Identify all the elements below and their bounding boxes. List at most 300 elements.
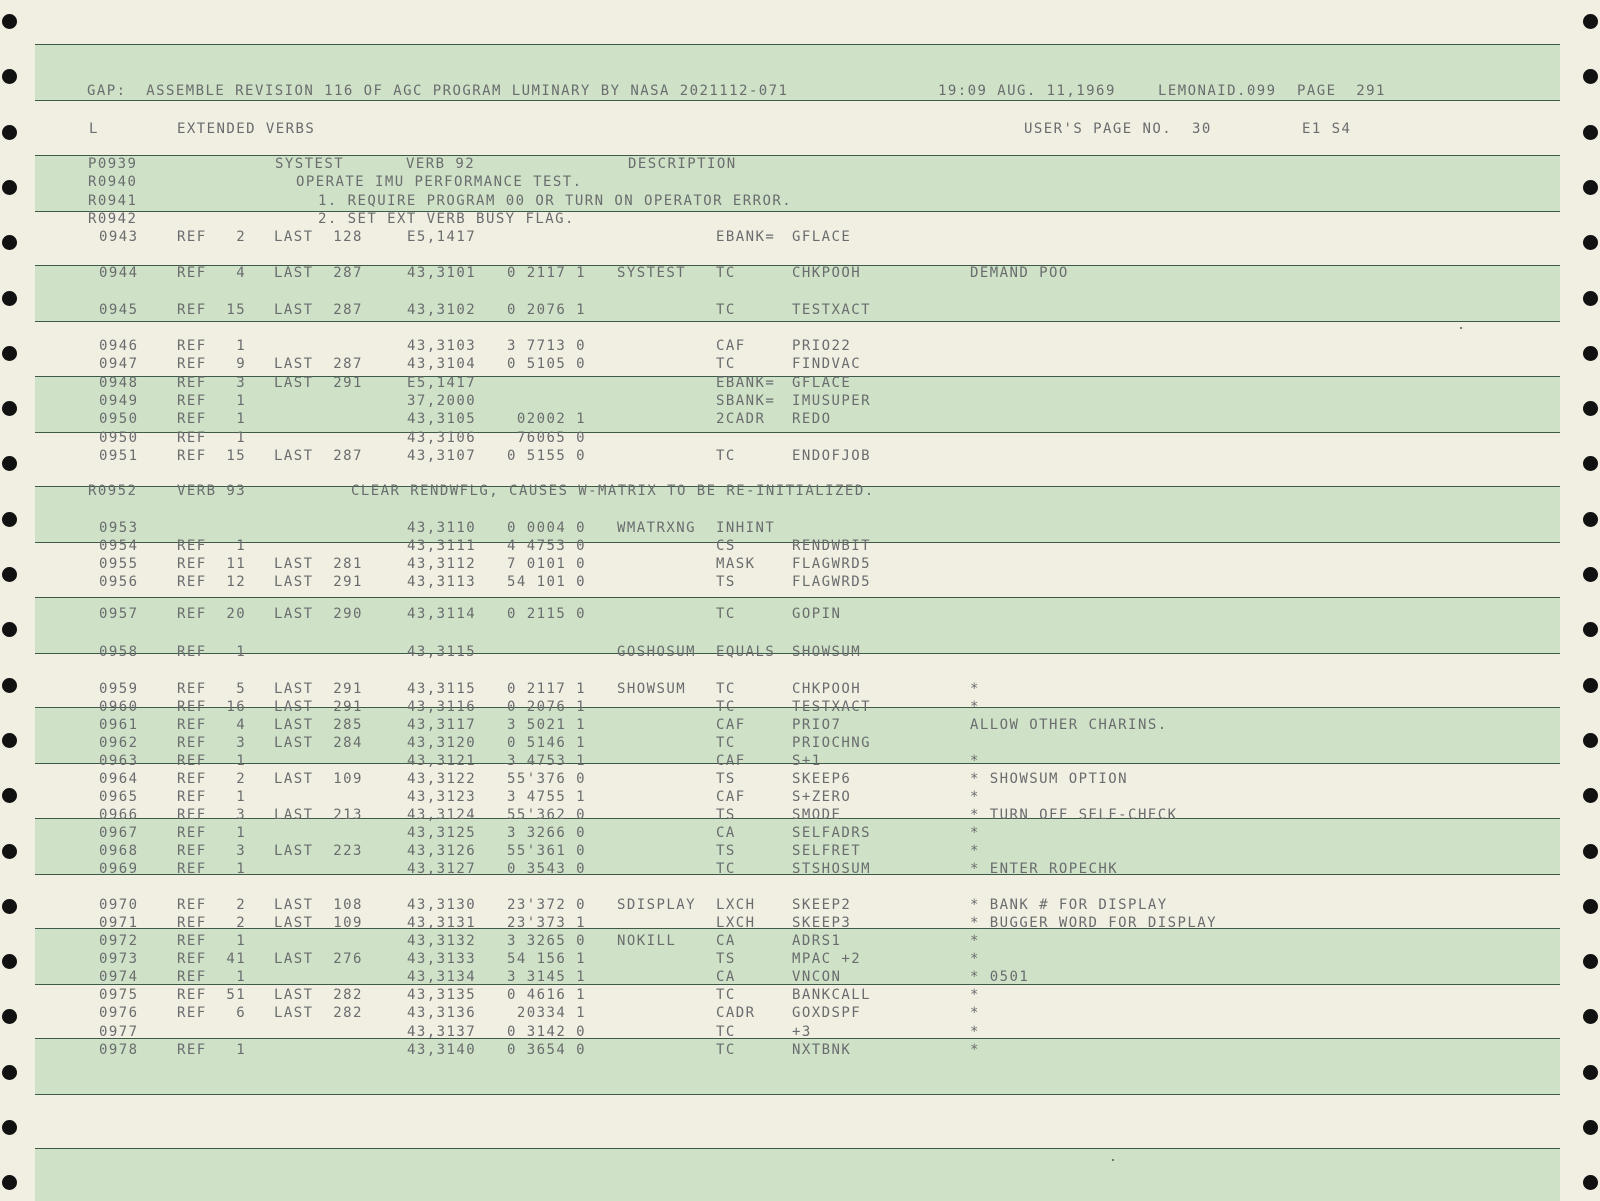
listing-op: TC — [716, 987, 736, 1003]
listing-op: TC — [716, 448, 736, 464]
listing-op: TS — [716, 807, 736, 823]
listing-comment: * — [970, 681, 980, 697]
listing-op: TC — [716, 265, 736, 281]
listing-label: SHOWSUM — [617, 681, 687, 697]
tractor-feed-hole — [1583, 788, 1598, 803]
listing-ref: REF 1 — [177, 933, 247, 949]
listing-operand: TESTXACT — [792, 699, 872, 715]
tractor-feed-hole — [2, 733, 17, 748]
listing-word: 0 3654 0 — [507, 1042, 587, 1058]
listing-word: 0 0004 0 — [507, 520, 587, 536]
listing-word: 3 4753 1 — [507, 753, 587, 769]
listing-id: 0970 — [99, 897, 139, 913]
listing-op: TS — [716, 771, 736, 787]
tractor-feed-hole — [1583, 512, 1598, 527]
listing-last: LAST 282 — [274, 987, 363, 1003]
listing-addr: 43,3124 — [407, 807, 477, 823]
listing-ref: REF 1 — [177, 969, 247, 985]
listing-operand: GOPIN — [792, 606, 842, 622]
listing-op: CAF — [716, 717, 746, 733]
listing-operand: PRIOCHNG — [792, 735, 872, 751]
listing-word: 3 5021 1 — [507, 717, 587, 733]
listing-comment: * BANK # FOR DISPLAY — [970, 897, 1168, 913]
tractor-feed-hole — [2, 456, 17, 471]
listing-comment: * — [970, 699, 980, 715]
listing-operand: MPAC +2 — [792, 951, 862, 967]
listing-op: VERB 92 — [406, 156, 476, 172]
listing-id: 0950 — [99, 430, 139, 446]
listing-word: 55'361 0 — [507, 843, 587, 859]
listing-word: 3 4755 1 — [507, 789, 587, 805]
listing-ref: REF 1 — [177, 411, 247, 427]
listing-comment: * SHOWSUM OPTION — [970, 771, 1129, 787]
listing-label: SYSTEST — [275, 156, 345, 172]
listing-word: 0 2076 1 — [507, 699, 587, 715]
listing-ref: REF 1 — [177, 338, 247, 354]
listing-addr: 43,3101 — [407, 265, 477, 281]
ink-speck — [1460, 327, 1462, 329]
listing-ref: REF 1 — [177, 753, 247, 769]
listing-addr: 43,3120 — [407, 735, 477, 751]
tractor-feed-hole — [1583, 401, 1598, 416]
listing-id: R0942 — [88, 211, 138, 227]
listing-last: LAST 108 — [274, 897, 363, 913]
listing-addr: 43,3115 — [407, 681, 477, 697]
listing-addr: 43,3140 — [407, 1042, 477, 1058]
listing-addr: 43,3132 — [407, 933, 477, 949]
listing-op: TC — [716, 861, 736, 877]
page-number: PAGE 291 — [1297, 83, 1386, 99]
listing-word: 3 3145 1 — [507, 969, 587, 985]
listing-ref: REF 1 — [177, 789, 247, 805]
listing-last: LAST 290 — [274, 606, 363, 622]
listing-operand: SKEEP2 — [792, 897, 852, 913]
listing-word: 0 3142 0 — [507, 1024, 587, 1040]
listing-id: 0950 — [99, 411, 139, 427]
listing-comment: 1. REQUIRE PROGRAM 00 OR TURN ON OPERATOR ERROR. — [318, 193, 793, 209]
listing-ref: REF 1 — [177, 538, 247, 554]
listing-addr: E5,1417 — [407, 375, 477, 391]
listing-word: 76065 0 — [507, 430, 587, 446]
listing-addr: 43,3106 — [407, 430, 477, 446]
listing-operand: GFLACE — [792, 375, 852, 391]
listing-addr: 43,3105 — [407, 411, 477, 427]
tractor-feed-hole — [1583, 1065, 1598, 1080]
tractor-feed-hole — [2, 1065, 17, 1080]
listing-word: 0 2117 1 — [507, 265, 587, 281]
listing-addr: 43,3122 — [407, 771, 477, 787]
listing-operand: FLAGWRD5 — [792, 574, 872, 590]
listing-ref: REF 51 — [177, 987, 247, 1003]
listing-ref: REF 4 — [177, 717, 247, 733]
tractor-feed-hole — [1583, 235, 1598, 250]
listing-last: LAST 291 — [274, 375, 363, 391]
listing-ref: REF 1 — [177, 1042, 247, 1058]
listing-addr: 37,2000 — [407, 393, 477, 409]
listing-op: EBANK= — [716, 229, 776, 245]
listing-ref: REF 3 — [177, 735, 247, 751]
listing-id: 0964 — [99, 771, 139, 787]
listing-addr: 43,3117 — [407, 717, 477, 733]
section-code: E1 S4 — [1302, 121, 1352, 137]
listing-comment: OPERATE IMU PERFORMANCE TEST. — [296, 174, 583, 190]
tractor-feed-hole — [1583, 899, 1598, 914]
tractor-feed-hole — [1583, 346, 1598, 361]
listing-label: SYSTEST — [617, 265, 687, 281]
tractor-feed-hole — [2, 235, 17, 250]
listing-last: LAST 291 — [274, 574, 363, 590]
listing-comment: * TURN OFF SELF-CHECK — [970, 807, 1178, 823]
listing-word: 3 3265 0 — [507, 933, 587, 949]
listing-last: LAST 287 — [274, 265, 363, 281]
listing-word: 20334 1 — [507, 1005, 587, 1021]
listing-op: CA — [716, 969, 736, 985]
listing-last: LAST 281 — [274, 556, 363, 572]
listing-operand: SKEEP6 — [792, 771, 852, 787]
listing-ref: REF 5 — [177, 681, 247, 697]
listing-id: 0961 — [99, 717, 139, 733]
listing-op: TC — [716, 606, 736, 622]
listing-op: LXCH — [716, 915, 756, 931]
listing-ref: REF 15 — [177, 448, 247, 464]
listing-comment: * — [970, 843, 980, 859]
listing-id: 0943 — [99, 229, 139, 245]
tractor-feed-hole — [1583, 69, 1598, 84]
listing-ref: REF 3 — [177, 843, 247, 859]
listing-operand: CHKPOOH — [792, 265, 862, 281]
listing-ref: REF 2 — [177, 229, 247, 245]
listing-last: LAST 213 — [274, 807, 363, 823]
listing-operand: S+ZERO — [792, 789, 852, 805]
listing-id: 0958 — [99, 644, 139, 660]
listing-operand: FINDVAC — [792, 356, 862, 372]
listing-op: MASK — [716, 556, 756, 572]
listing-comment: * — [970, 1005, 980, 1021]
listing-operand: S+1 — [792, 753, 822, 769]
tractor-feed-hole — [2, 899, 17, 914]
listing-label: SDISPLAY — [617, 897, 697, 913]
listing-last: LAST 223 — [274, 843, 363, 859]
listing-word: 0 2117 1 — [507, 681, 587, 697]
listing-ref: REF 6 — [177, 1005, 247, 1021]
listing-id: R0952 — [88, 483, 138, 499]
tractor-feed-hole — [2, 788, 17, 803]
listing-word: 3 7713 0 — [507, 338, 587, 354]
listing-word: 0 4616 1 — [507, 987, 587, 1003]
listing-addr: 43,3116 — [407, 699, 477, 715]
listing-id: 0953 — [99, 520, 139, 536]
listing-operand: IMUSUPER — [792, 393, 872, 409]
listing-last: LAST 287 — [274, 302, 363, 318]
listing-id: 0946 — [99, 338, 139, 354]
listing-comment: 2. SET EXT VERB BUSY FLAG. — [318, 211, 575, 227]
listing-operand: SKEEP3 — [792, 915, 852, 931]
listing-operand: VNCON — [792, 969, 842, 985]
listing-word: 55'362 0 — [507, 807, 587, 823]
listing-file-name: LEMONAID.099 — [1158, 83, 1277, 99]
listing-id: 0949 — [99, 393, 139, 409]
listing-id: 0971 — [99, 915, 139, 931]
listing-word: 4 4753 0 — [507, 538, 587, 554]
listing-id: R0941 — [88, 193, 138, 209]
listing-word: 54 101 0 — [507, 574, 587, 590]
tractor-feed-hole — [2, 567, 17, 582]
tractor-feed-hole — [1583, 1175, 1598, 1190]
listing-label: NOKILL — [617, 933, 677, 949]
tractor-feed-hole — [1583, 1009, 1598, 1024]
listing-ref: REF 2 — [177, 915, 247, 931]
listing-op: TC — [716, 681, 736, 697]
listing-ref: VERB 93 — [177, 483, 247, 499]
ink-speck — [1112, 1159, 1114, 1161]
tractor-feed-hole — [1583, 844, 1598, 859]
tractor-feed-hole — [2, 844, 17, 859]
listing-id: 0955 — [99, 556, 139, 572]
listing-comment: * — [970, 753, 980, 769]
tractor-feed-hole — [1583, 678, 1598, 693]
tractor-feed-hole — [1583, 954, 1598, 969]
listing-label: WMATRXNG — [617, 520, 697, 536]
listing-last: LAST 109 — [274, 915, 363, 931]
listing-comment: * — [970, 1042, 980, 1058]
tractor-feed-hole — [1583, 622, 1598, 637]
tractor-feed-hole — [2, 180, 17, 195]
tractor-feed-hole — [2, 291, 17, 306]
listing-operand: ADRS1 — [792, 933, 842, 949]
listing-addr: 43,3115 — [407, 644, 477, 660]
listing-id: 0978 — [99, 1042, 139, 1058]
listing-comment: * — [970, 951, 980, 967]
listing-id: 0959 — [99, 681, 139, 697]
listing-id: 0965 — [99, 789, 139, 805]
listing-comment: * — [970, 1024, 980, 1040]
listing-ref: REF 1 — [177, 825, 247, 841]
listing-last: LAST 109 — [274, 771, 363, 787]
listing-word: 55'376 0 — [507, 771, 587, 787]
listing-operand: SELFRET — [792, 843, 862, 859]
listing-comment: * — [970, 825, 980, 841]
listing-addr: 43,3121 — [407, 753, 477, 769]
listing-addr: 43,3123 — [407, 789, 477, 805]
tractor-feed-hole — [2, 1009, 17, 1024]
listing-timestamp: 19:09 AUG. 11,1969 — [938, 83, 1116, 99]
listing-operand: GFLACE — [792, 229, 852, 245]
listing-id: 0968 — [99, 843, 139, 859]
listing-op: TC — [716, 699, 736, 715]
listing-op: TC — [716, 356, 736, 372]
listing-ref: REF 2 — [177, 897, 247, 913]
listing-id: 0973 — [99, 951, 139, 967]
listing-comment: * — [970, 933, 980, 949]
tractor-feed-hole — [1583, 291, 1598, 306]
listing-comment: * — [970, 987, 980, 1003]
listing-operand: +3 — [792, 1024, 812, 1040]
listing-word: 7 0101 0 — [507, 556, 587, 572]
section-title: EXTENDED VERBS — [177, 121, 316, 137]
listing-comment: * BUGGER WORD FOR DISPLAY — [970, 915, 1217, 931]
tractor-feed-hole — [1583, 567, 1598, 582]
listing-word: 0 2115 0 — [507, 606, 587, 622]
listing-comment: * ENTER ROPECHK — [970, 861, 1119, 877]
listing-op: CA — [716, 825, 736, 841]
listing-word: 23'372 0 — [507, 897, 587, 913]
listing-operand: ENDOFJOB — [792, 448, 872, 464]
listing-last: LAST 276 — [274, 951, 363, 967]
listing-id: 0966 — [99, 807, 139, 823]
listing-addr: 43,3114 — [407, 606, 477, 622]
listing-operand: PRIO22 — [792, 338, 852, 354]
tractor-feed-hole — [2, 14, 17, 29]
listing-ref: REF 1 — [177, 861, 247, 877]
listing-operand: BANKCALL — [792, 987, 872, 1003]
listing-id: 0976 — [99, 1005, 139, 1021]
listing-id: 0963 — [99, 753, 139, 769]
listing-op: CAF — [716, 753, 746, 769]
listing-op: CADR — [716, 1005, 756, 1021]
listing-id: 0977 — [99, 1024, 139, 1040]
listing-addr: 43,3137 — [407, 1024, 477, 1040]
listing-addr: 43,3125 — [407, 825, 477, 841]
listing-label: GOSHOSUM — [617, 644, 697, 660]
listing-last: LAST 285 — [274, 717, 363, 733]
listing-word: 23'373 1 — [507, 915, 587, 931]
listing-op: TS — [716, 951, 736, 967]
listing-addr: 43,3111 — [407, 538, 477, 554]
tractor-feed-hole — [2, 678, 17, 693]
listing-comment: DESCRIPTION — [628, 156, 737, 172]
listing-word: 02002 1 — [507, 411, 587, 427]
listing-operand: SELFADRS — [792, 825, 872, 841]
listing-id: 0960 — [99, 699, 139, 715]
listing-addr: E5,1417 — [407, 229, 477, 245]
listing-ref: REF 9 — [177, 356, 247, 372]
listing-op: CAF — [716, 338, 746, 354]
tractor-feed-hole — [1583, 733, 1598, 748]
listing-comment: * 0501 — [970, 969, 1030, 985]
listing-operand: REDO — [792, 411, 832, 427]
listing-id: 0947 — [99, 356, 139, 372]
listing-ref: REF 15 — [177, 302, 247, 318]
tractor-feed-hole — [1583, 456, 1598, 471]
listing-ref: REF 3 — [177, 375, 247, 391]
listing-op: TC — [716, 735, 736, 751]
listing-addr: 43,3127 — [407, 861, 477, 877]
listing-id: P0939 — [88, 156, 138, 172]
listing-addr: 43,3103 — [407, 338, 477, 354]
tractor-feed-hole — [2, 954, 17, 969]
listing-addr: 43,3126 — [407, 843, 477, 859]
listing-word: 0 3543 0 — [507, 861, 587, 877]
listing-operand: FLAGWRD5 — [792, 556, 872, 572]
listing-operand: TESTXACT — [792, 302, 872, 318]
listing-addr: 43,3135 — [407, 987, 477, 1003]
listing-ref: REF 1 — [177, 430, 247, 446]
listing-op: INHINT — [716, 520, 776, 536]
listing-id: 0951 — [99, 448, 139, 464]
listing-id: 0962 — [99, 735, 139, 751]
listing-comment: DEMAND POO — [970, 265, 1069, 281]
listing-word: 3 3266 0 — [507, 825, 587, 841]
listing-op: CS — [716, 538, 736, 554]
listing-comment: ALLOW OTHER CHARINS. — [970, 717, 1168, 733]
listing-ref: REF 11 — [177, 556, 247, 572]
tractor-feed-hole — [2, 1175, 17, 1190]
listing-ref: REF 12 — [177, 574, 247, 590]
listing-id: 0956 — [99, 574, 139, 590]
listing-op: SBANK= — [716, 393, 776, 409]
listing-ref: REF 3 — [177, 807, 247, 823]
listing-last: LAST 282 — [274, 1005, 363, 1021]
listing-addr: 43,3110 — [407, 520, 477, 536]
listing-header-title: GAP: ASSEMBLE REVISION 116 OF AGC PROGRAM LUMINARY BY NASA 2021112-071 — [87, 83, 789, 99]
listing-op: TC — [716, 1024, 736, 1040]
listing-comment: CLEAR RENDWFLG, CAUSES W-MATRIX TO BE RE-INITIALIZED. — [351, 483, 875, 499]
listing-ref: REF 2 — [177, 771, 247, 787]
listing-word: 54 156 1 — [507, 951, 587, 967]
listing-id: 0944 — [99, 265, 139, 281]
listing-addr: 43,3131 — [407, 915, 477, 931]
listing-op: EQUALS — [716, 644, 776, 660]
listing-addr: 43,3134 — [407, 969, 477, 985]
listing-addr: 43,3113 — [407, 574, 477, 590]
listing-op: 2CADR — [716, 411, 766, 427]
tractor-feed-hole — [1583, 180, 1598, 195]
tractor-feed-hole — [2, 622, 17, 637]
greenbar-stripe — [35, 1148, 1560, 1201]
tractor-feed-hole — [2, 1120, 17, 1135]
listing-op: TC — [716, 302, 736, 318]
listing-id: 0975 — [99, 987, 139, 1003]
listing-operand: CHKPOOH — [792, 681, 862, 697]
listing-operand: RENDWBIT — [792, 538, 872, 554]
listing-word: 0 2076 1 — [507, 302, 587, 318]
listing-op: EBANK= — [716, 375, 776, 391]
listing-id: 0969 — [99, 861, 139, 877]
listing-addr: 43,3130 — [407, 897, 477, 913]
listing-ref: REF 1 — [177, 644, 247, 660]
tractor-feed-hole — [1583, 125, 1598, 140]
listing-addr: 43,3112 — [407, 556, 477, 572]
listing-last: LAST 291 — [274, 699, 363, 715]
tractor-feed-hole — [2, 69, 17, 84]
listing-id: 0954 — [99, 538, 139, 554]
listing-id: R0940 — [88, 174, 138, 190]
listing-operand: SMODE — [792, 807, 842, 823]
log-section-letter: L — [89, 121, 99, 137]
listing-last: LAST 291 — [274, 681, 363, 697]
listing-comment: * — [970, 789, 980, 805]
listing-addr: 43,3136 — [407, 1005, 477, 1021]
listing-last: LAST 287 — [274, 448, 363, 464]
listing-ref: REF 16 — [177, 699, 247, 715]
tractor-feed-hole — [1583, 14, 1598, 29]
greenbar-stripe — [35, 155, 1560, 212]
listing-word: 0 5155 0 — [507, 448, 587, 464]
listing-operand: GOXDSPF — [792, 1005, 862, 1021]
listing-op: CAF — [716, 789, 746, 805]
listing-id: 0967 — [99, 825, 139, 841]
listing-addr: 43,3104 — [407, 356, 477, 372]
listing-op: TC — [716, 1042, 736, 1058]
listing-id: 0974 — [99, 969, 139, 985]
listing-operand: STSHOSUM — [792, 861, 872, 877]
listing-last: LAST 287 — [274, 356, 363, 372]
tractor-feed-hole — [2, 401, 17, 416]
listing-last: LAST 284 — [274, 735, 363, 751]
listing-op: CA — [716, 933, 736, 949]
listing-ref: REF 41 — [177, 951, 247, 967]
listing-id: 0945 — [99, 302, 139, 318]
